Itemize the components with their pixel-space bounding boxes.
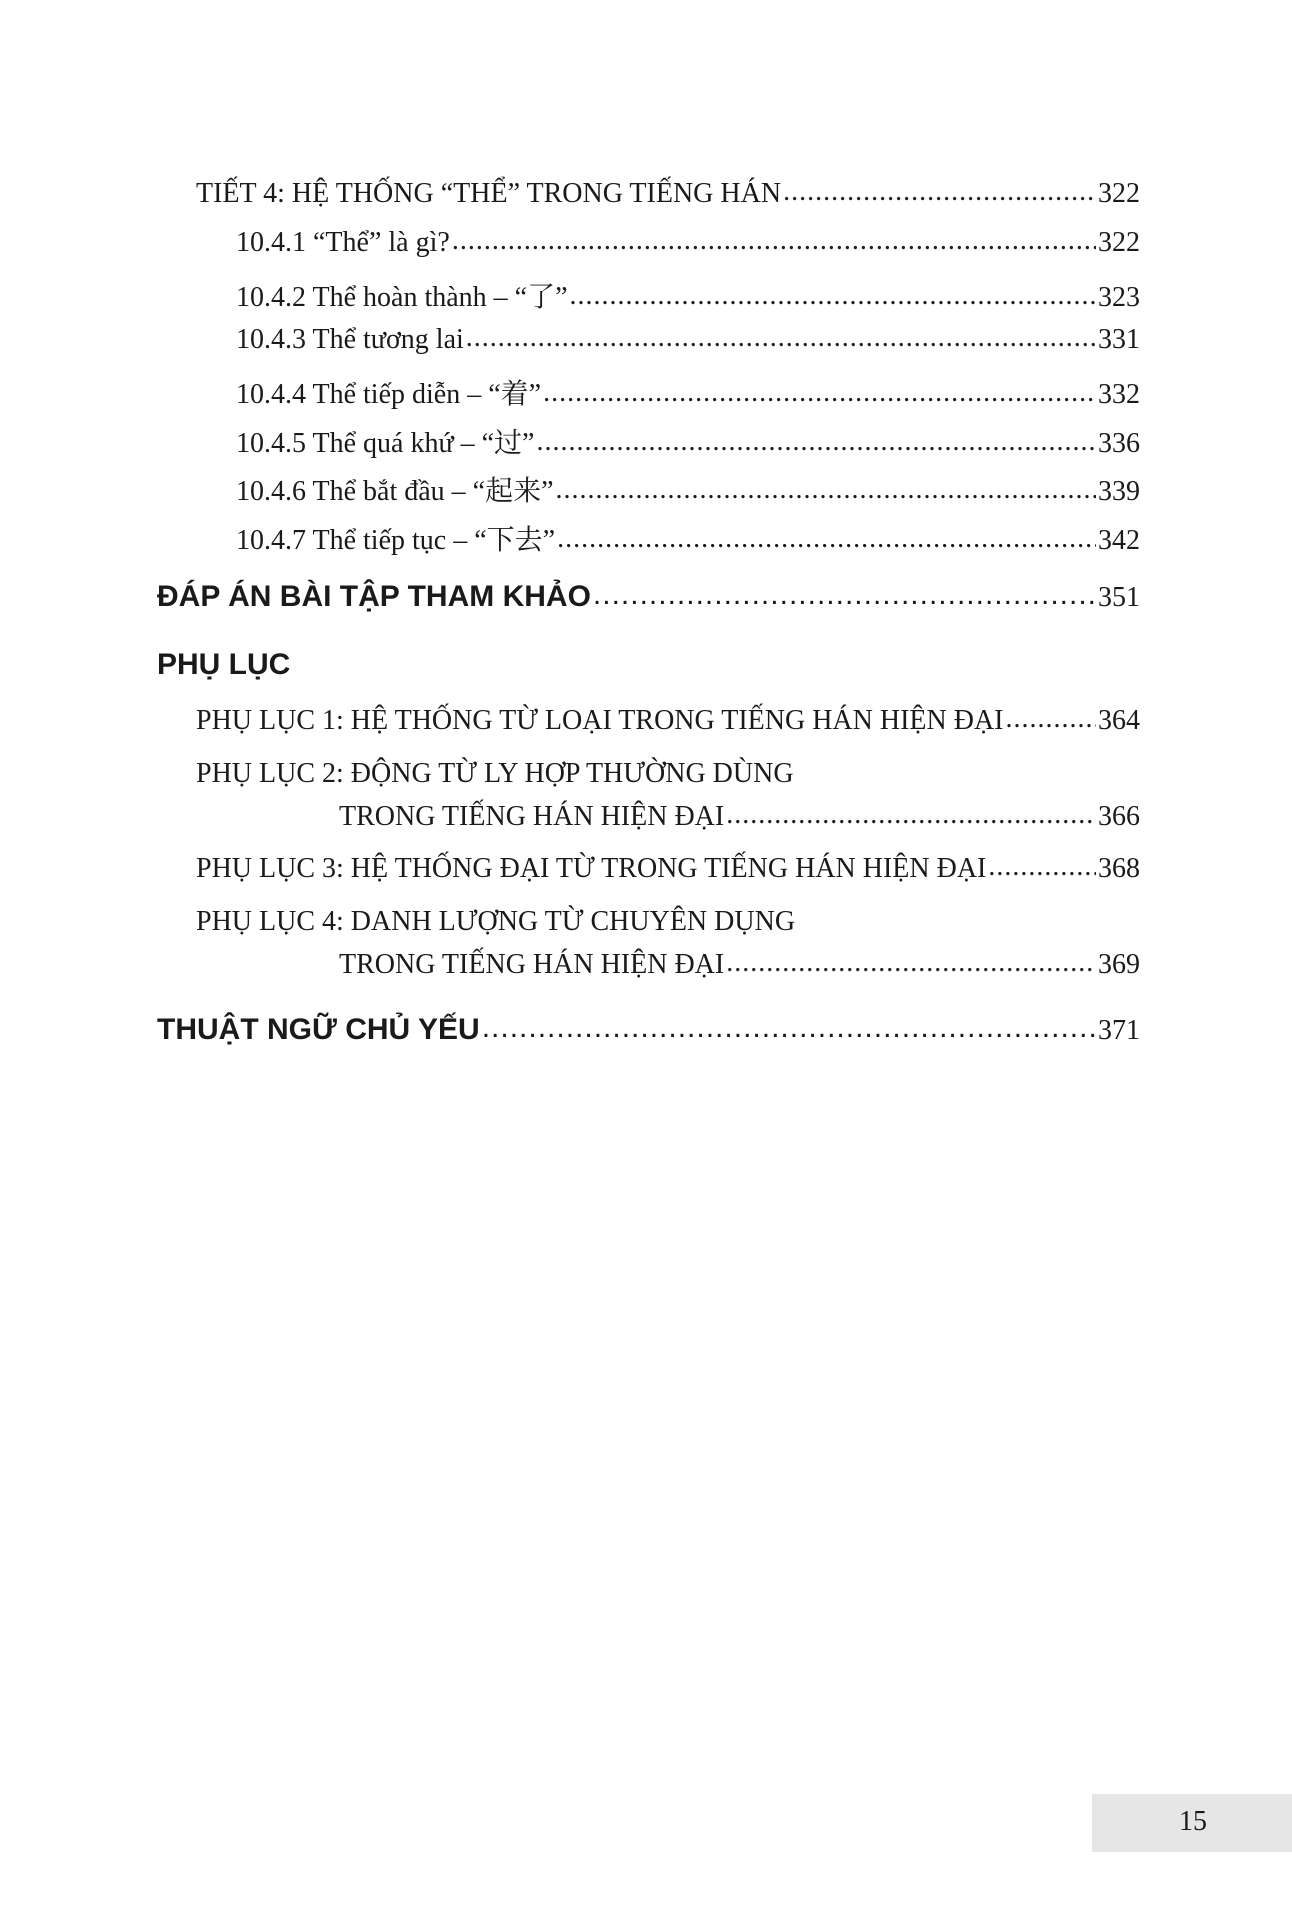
toc-entry-title: 10.4.1 “Thể” là gì? [236, 227, 450, 258]
toc-entry-title: 10.4.5 Thể quá khứ – “过” [236, 428, 535, 459]
toc-entry-title: PHỤ LỤC 1: HỆ THỐNG TỪ LOẠI TRONG TIẾNG HÁN HIỆN ĐẠI [196, 705, 1004, 736]
dot-leader [556, 474, 1096, 506]
toc-entry-thuat-ngu[interactable] [157, 1013, 1140, 1047]
dot-leader [593, 578, 1096, 612]
dot-leader [557, 523, 1096, 555]
toc-entry-tiet-4[interactable] [196, 178, 1140, 210]
toc-heading-phu-luc[interactable]: PHỤ LỤC [157, 648, 291, 681]
toc-entry-title: 10.4.3 Thể tương lai [236, 324, 464, 355]
toc-page-number: 331 [1098, 324, 1140, 355]
toc-entry-phu-luc-3[interactable] [196, 853, 1140, 885]
toc-entry-10-4-2[interactable] [236, 275, 1140, 315]
toc-entry-title: 10.4.6 Thể bắt đầu – “起来” [236, 476, 554, 507]
toc-page-number: 322 [1098, 227, 1140, 258]
toc-page-number: 368 [1098, 853, 1140, 884]
dot-leader [543, 377, 1096, 409]
toc-entry-title: 10.4.2 Thể hoàn thành – “了” [236, 282, 568, 313]
toc-entry-title: TIẾT 4: HỆ THỐNG “THỂ” TRONG TIẾNG HÁN [196, 178, 782, 209]
dot-leader [726, 947, 1096, 979]
toc-page-number: 339 [1098, 476, 1140, 507]
dot-leader [988, 851, 1096, 883]
dot-leader [482, 1011, 1096, 1045]
toc-entry-10-4-4[interactable] [236, 372, 1140, 412]
toc-entry-title: TRONG TIẾNG HÁN HIỆN ĐẠI [339, 801, 725, 832]
dot-leader [466, 322, 1096, 354]
toc-entry-title: ĐÁP ÁN BÀI TẬP THAM KHẢO [157, 580, 591, 613]
dot-leader [783, 176, 1096, 208]
toc-entry-10-4-7[interactable] [236, 518, 1140, 558]
toc-entry-title: 10.4.4 Thể tiếp diễn – “着” [236, 379, 542, 410]
toc-entry-title: TRONG TIẾNG HÁN HIỆN ĐẠI [339, 949, 725, 980]
toc-entry-phu-luc-1[interactable] [196, 705, 1140, 737]
dot-leader [452, 225, 1096, 257]
toc-entry-phu-luc-2[interactable] [339, 801, 1140, 833]
toc-entry-phu-luc-2-line1[interactable]: PHỤ LỤC 2: ĐỘNG TỪ LY HỢP THƯỜNG DÙNG [196, 758, 794, 789]
toc-entry-10-4-6[interactable] [236, 469, 1140, 509]
dot-leader [537, 426, 1097, 458]
toc-entry-dap-an[interactable] [157, 580, 1140, 614]
toc-page-number: 332 [1098, 379, 1140, 410]
toc-page-number: 364 [1098, 705, 1140, 736]
toc-entry-phu-luc-4[interactable] [339, 949, 1140, 981]
toc-page-number: 371 [1098, 1015, 1140, 1046]
toc-entry-phu-luc-4-line1[interactable]: PHỤ LỤC 4: DANH LƯỢNG TỪ CHUYÊN DỤNG [196, 906, 796, 937]
toc-entry-title: THUẬT NGỮ CHỦ YẾU [157, 1013, 480, 1046]
dot-leader [726, 799, 1096, 831]
page-number-box [1092, 1794, 1292, 1852]
toc-page-number: 322 [1098, 178, 1140, 209]
toc-page-number: 366 [1098, 801, 1140, 832]
page-number: 15 [1179, 1806, 1207, 1837]
toc-page-number: 369 [1098, 949, 1140, 980]
toc-page-number: 336 [1098, 428, 1140, 459]
toc-page-number: 342 [1098, 525, 1140, 556]
toc-page-number: 351 [1098, 582, 1140, 613]
dot-leader [570, 280, 1096, 312]
toc-entry-10-4-3[interactable] [236, 324, 1140, 356]
toc-page-number: 323 [1098, 282, 1140, 313]
toc-entry-10-4-1[interactable] [236, 227, 1140, 259]
toc-entry-10-4-5[interactable] [236, 421, 1140, 461]
dot-leader [1006, 703, 1097, 735]
toc-entry-title: PHỤ LỤC 3: HỆ THỐNG ĐẠI TỪ TRONG TIẾNG HÁN HIỆN ĐẠI [196, 853, 987, 884]
toc-entry-title: 10.4.7 Thể tiếp tục – “下去” [236, 525, 556, 556]
